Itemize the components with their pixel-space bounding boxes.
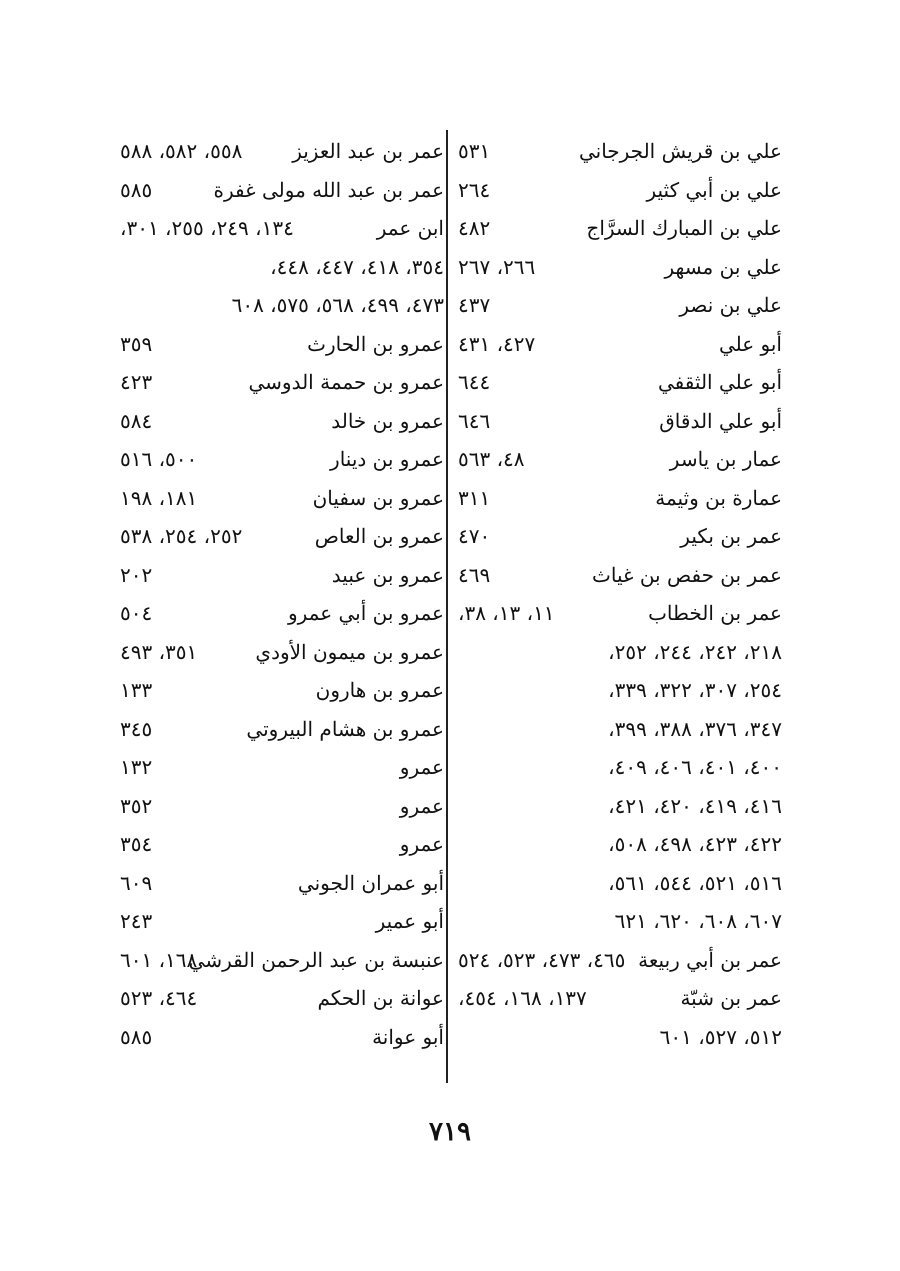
entry-pages: ٣٥٤ bbox=[120, 832, 153, 856]
index-entry bbox=[112, 942, 444, 981]
entry-name: علي بن نصر bbox=[679, 293, 782, 317]
entry-name: أبو علي الدقاق bbox=[659, 408, 782, 433]
index-entry bbox=[452, 595, 782, 634]
index-entry bbox=[452, 826, 782, 865]
entry-name: عمر بن حفص بن غياث bbox=[592, 562, 782, 587]
index-entry bbox=[452, 672, 782, 711]
index-entry bbox=[112, 634, 444, 673]
index-entry bbox=[112, 865, 444, 904]
entry-name: أبو عوانة bbox=[372, 1024, 444, 1049]
entry-pages: ١٨١، ١٩٨ bbox=[120, 485, 198, 510]
page-number: ٧١٩ bbox=[429, 1117, 471, 1147]
entry-name: عمر بن الخطاب bbox=[648, 601, 782, 625]
index-entry bbox=[112, 133, 444, 172]
entry-pages: ٥٠٤ bbox=[120, 601, 153, 625]
index-entry bbox=[452, 749, 782, 788]
right-column bbox=[452, 133, 782, 1057]
index-entry bbox=[452, 711, 782, 750]
index-entry bbox=[112, 287, 444, 326]
entry-pages: ١١، ١٣، ٣٨، bbox=[458, 601, 555, 625]
entry-pages: ٤٨، ٥٦٣ bbox=[458, 447, 525, 471]
index-entry bbox=[452, 518, 782, 557]
index-entry bbox=[452, 980, 782, 1019]
index-entry bbox=[452, 172, 782, 211]
entry-name: عمرو بن هشام البيروتي bbox=[246, 716, 444, 741]
entry-name: عمرو بن دينار bbox=[330, 447, 444, 471]
entry-pages: ٥٠٠، ٥١٦ bbox=[120, 447, 198, 471]
entry-pages: ٤٦٩ bbox=[458, 562, 491, 587]
index-entry bbox=[112, 788, 444, 827]
entry-pages-continued: ٤٠٠، ٤٠١، ٤٠٦، ٤٠٩، bbox=[608, 755, 782, 779]
index-entry bbox=[452, 557, 782, 596]
index-entry bbox=[452, 441, 782, 480]
entry-pages: ٣٥٩ bbox=[120, 331, 153, 356]
index-entry bbox=[452, 480, 782, 519]
entry-pages: ٦٠٩ bbox=[120, 870, 153, 895]
entry-pages-continued: ٣٥٤، ٤١٨، ٤٤٧، ٤٤٨، bbox=[270, 254, 444, 279]
entry-name: عمر بن أبي ربيعة bbox=[638, 947, 782, 972]
entry-pages: ١٦٨، ٦٠١ bbox=[120, 947, 198, 972]
entry-pages: ١٣٤، ٢٤٩، ٢٥٥، ٣٠١، bbox=[120, 216, 294, 240]
index-entry bbox=[452, 326, 782, 365]
entry-name: عمرو بن أبي عمرو bbox=[287, 601, 444, 625]
entry-name: عمارة بن وثيمة bbox=[655, 485, 782, 510]
entry-name: عمرو بن هارون bbox=[315, 678, 444, 702]
entry-pages: ٥٨٤ bbox=[120, 408, 153, 433]
entry-name: عمر بن عبد العزيز bbox=[292, 139, 444, 163]
index-entry bbox=[452, 403, 782, 442]
index-entry bbox=[112, 672, 444, 711]
entry-pages: ٤٧٠ bbox=[458, 524, 491, 548]
entry-name: عمر بن عبد الله مولى غفرة bbox=[213, 177, 444, 202]
entry-pages: ١٣٧، ١٦٨، ٤٥٤، bbox=[458, 986, 587, 1010]
entry-name: علي بن المبارك السرَّاج bbox=[586, 216, 782, 240]
entry-pages: ٢٦٤ bbox=[458, 177, 491, 202]
entry-pages-continued: ٤٧٣، ٤٩٩، ٥٦٨، ٥٧٥، ٦٠٨ bbox=[231, 293, 444, 317]
entry-pages-continued: ٣٤٧، ٣٧٦، ٣٨٨، ٣٩٩، bbox=[608, 716, 782, 741]
entry-pages-continued: ٢٥٤، ٣٠٧، ٣٢٢، ٣٣٩، bbox=[608, 678, 782, 702]
entry-name: أبو عمران الجوني bbox=[297, 870, 444, 895]
entry-pages: ٥٨٥ bbox=[120, 177, 153, 202]
index-entry bbox=[452, 364, 782, 403]
entry-name: عمر بن شبّة bbox=[680, 986, 782, 1010]
entry-pages-continued: ٥١٦، ٥٢١، ٥٤٤، ٥٦١، bbox=[608, 870, 782, 895]
index-entry bbox=[112, 711, 444, 750]
entry-pages: ٤٦٥، ٤٧٣، ٥٢٣، ٥٢٤ bbox=[458, 947, 626, 972]
entry-pages: ٤٢٣ bbox=[120, 370, 153, 394]
entry-pages-continued: ٦٠٧، ٦٠٨، ٦٢٠، ٦٢١ bbox=[614, 909, 782, 933]
entry-name: ابن عمر bbox=[376, 216, 444, 240]
index-entry bbox=[112, 1019, 444, 1058]
index-entry bbox=[112, 480, 444, 519]
entry-pages: ١٣٣ bbox=[120, 678, 153, 702]
index-entry bbox=[452, 133, 782, 172]
entry-pages: ٢٤٣ bbox=[120, 909, 153, 933]
index-entry bbox=[452, 942, 782, 981]
entry-pages: ٥٨٥ bbox=[120, 1024, 153, 1049]
entry-name: أبو عمير bbox=[375, 909, 444, 933]
entry-name: عمرو bbox=[399, 832, 444, 856]
index-entry bbox=[452, 788, 782, 827]
entry-pages: ٥٥٨، ٥٨٢، ٥٨٨ bbox=[120, 139, 243, 163]
entry-name: عمرو بن سفيان bbox=[312, 485, 444, 510]
index-entry bbox=[452, 903, 782, 942]
entry-pages: ٢٠٢ bbox=[120, 562, 153, 587]
entry-name: عنبسة بن عبد الرحمن القرشي bbox=[188, 947, 444, 972]
index-entry bbox=[452, 249, 782, 288]
index-entry bbox=[452, 865, 782, 904]
entry-name: عمرو بن حممة الدوسي bbox=[248, 370, 444, 394]
entry-pages: ٤٢٧، ٤٣١ bbox=[458, 331, 536, 356]
entry-name: عمرو bbox=[399, 793, 444, 818]
entry-name: علي بن أبي كثير bbox=[646, 177, 782, 202]
index-entry bbox=[112, 441, 444, 480]
entry-pages: ٦٤٤ bbox=[458, 370, 491, 394]
entry-name: عمار بن ياسر bbox=[669, 447, 782, 471]
entry-name: علي بن مسهر bbox=[664, 254, 782, 279]
index-entry bbox=[452, 634, 782, 673]
entry-pages: ٤٣٧ bbox=[458, 293, 491, 317]
entry-name: علي بن قريش الجرجاني bbox=[578, 139, 782, 163]
index-entry bbox=[112, 518, 444, 557]
entry-pages-continued: ٤١٦، ٤١٩، ٤٢٠، ٤٢١، bbox=[608, 793, 782, 818]
index-entry bbox=[112, 980, 444, 1019]
column-divider bbox=[446, 130, 448, 1083]
index-entry bbox=[452, 287, 782, 326]
entry-pages: ٣٥٢ bbox=[120, 793, 153, 818]
entry-pages: ١٣٢ bbox=[120, 755, 153, 779]
entry-pages: ٦٤٦ bbox=[458, 408, 491, 433]
left-column bbox=[112, 133, 444, 1057]
entry-pages: ٤٨٢ bbox=[458, 216, 491, 240]
entry-name: أبو علي الثقفي bbox=[658, 370, 782, 394]
entry-pages: ٢٦٦، ٢٦٧ bbox=[458, 254, 536, 279]
entry-name: عمرو بن ميمون الأودي bbox=[255, 639, 444, 664]
index-entry bbox=[112, 210, 444, 249]
entry-name: عمر بن بكير bbox=[680, 524, 782, 548]
index-entry bbox=[112, 826, 444, 865]
index-entry bbox=[112, 557, 444, 596]
entry-name: أبو علي bbox=[718, 331, 782, 356]
entry-pages-continued: ٥١٢، ٥٢٧، ٦٠١ bbox=[659, 1024, 782, 1049]
entry-name: عمرو بن العاص bbox=[314, 524, 444, 548]
index-entry bbox=[452, 210, 782, 249]
entry-name: عمرو بن خالد bbox=[331, 408, 444, 433]
entry-pages: ٣٤٥ bbox=[120, 716, 153, 741]
entry-pages: ٤٦٤، ٥٢٣ bbox=[120, 986, 198, 1010]
entry-pages-continued: ٢١٨، ٢٤٢، ٢٤٤، ٢٥٢، bbox=[608, 639, 782, 664]
entry-pages: ٣٥١، ٤٩٣ bbox=[120, 639, 198, 664]
entry-pages: ٢٥٢، ٢٥٤، ٥٣٨ bbox=[120, 524, 243, 548]
index-entry bbox=[112, 326, 444, 365]
entry-pages-continued: ٤٢٢، ٤٢٣، ٤٩٨، ٥٠٨، bbox=[608, 832, 782, 856]
index-entry bbox=[112, 595, 444, 634]
index-entry bbox=[452, 1019, 782, 1058]
index-entry bbox=[112, 172, 444, 211]
entry-name: عوانة بن الحكم bbox=[317, 986, 444, 1010]
entry-name: عمرو بن الحارث bbox=[307, 331, 444, 356]
entry-pages: ٥٣١ bbox=[458, 139, 491, 163]
index-entry bbox=[112, 364, 444, 403]
entry-pages: ٣١١ bbox=[458, 485, 491, 510]
entry-name: عمرو بن عبيد bbox=[331, 562, 444, 587]
index-entry bbox=[112, 403, 444, 442]
index-entry bbox=[112, 749, 444, 788]
index-entry bbox=[112, 249, 444, 288]
index-entry bbox=[112, 903, 444, 942]
entry-name: عمرو bbox=[399, 755, 444, 779]
